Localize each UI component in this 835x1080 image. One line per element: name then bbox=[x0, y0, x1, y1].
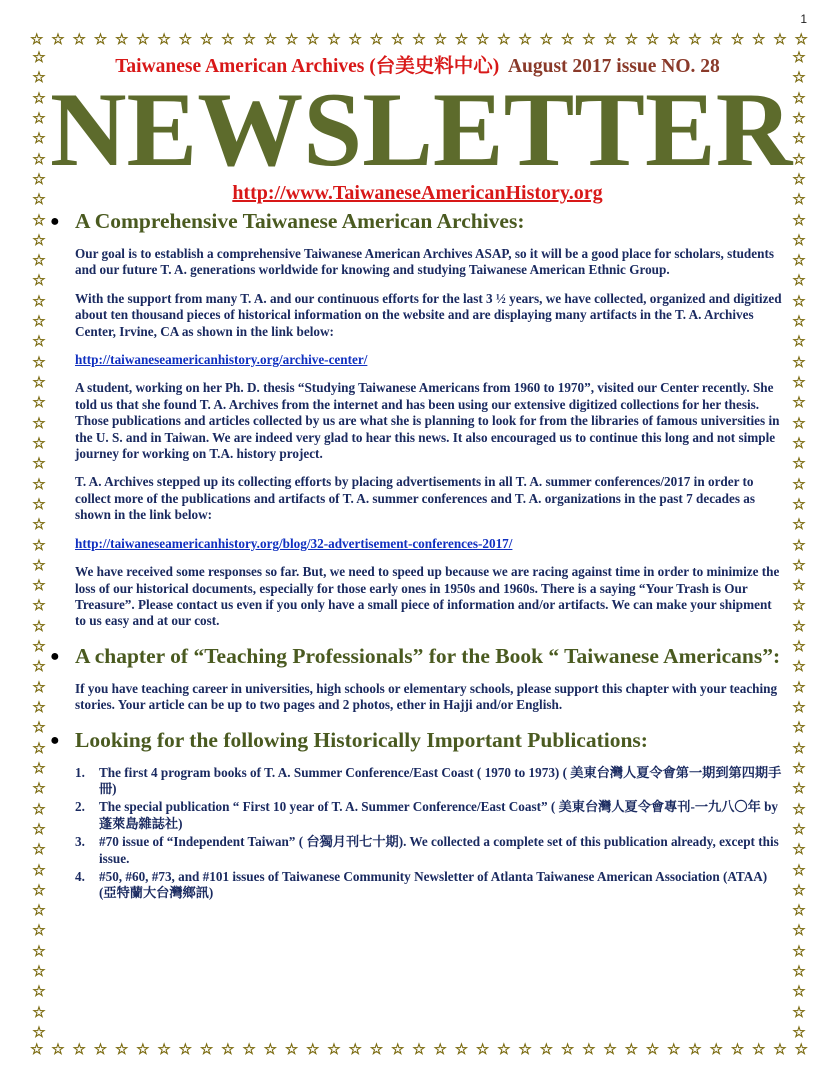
star-icon: ☆ bbox=[32, 68, 46, 87]
star-icon: ☆ bbox=[32, 515, 46, 534]
star-border-bottom bbox=[30, 1040, 808, 1058]
star-icon: ☆ bbox=[792, 68, 806, 87]
archive-center-link[interactable]: http://taiwaneseamericanhistory.org/archive-center/ bbox=[75, 352, 368, 368]
star-icon: ☆ bbox=[32, 108, 46, 127]
publications-list bbox=[50, 765, 785, 902]
star-icon: ☆ bbox=[792, 860, 806, 879]
star-icon: ☆ bbox=[792, 576, 806, 595]
star-icon: ☆ bbox=[369, 30, 384, 48]
star-icon: ☆ bbox=[32, 352, 46, 371]
paragraph-student: A student, working on her Ph. D. thesis “Studying Taiwanese Americans from 1960 to 1970”, visited our Center recently. She told us that she found T. A. Archives from the internet and has been using our extensive digitized collections for her thesis. Those publications and articles collected by us are what she is planning to look for from the libraries of famous universities in the U. S. and in Taiwan. We are indeed very glad to hear this news. It also encouraged us to continue this long and not simple journey for working on T.A. history project. bbox=[75, 380, 780, 462]
section-body-archives bbox=[50, 246, 785, 630]
star-icon: ☆ bbox=[32, 637, 46, 656]
star-icon: ☆ bbox=[794, 30, 808, 48]
newsletter-content bbox=[50, 50, 793, 904]
star-icon: ☆ bbox=[792, 555, 806, 574]
bullet-icon: ● bbox=[50, 647, 60, 665]
star-icon: ☆ bbox=[263, 30, 278, 48]
star-icon: ☆ bbox=[32, 535, 46, 554]
star-icon: ☆ bbox=[136, 30, 150, 48]
star-icon: ☆ bbox=[93, 30, 108, 48]
star-icon: ☆ bbox=[539, 1040, 554, 1058]
star-icon: ☆ bbox=[792, 840, 806, 859]
star-icon: ☆ bbox=[32, 779, 46, 798]
star-icon: ☆ bbox=[32, 129, 46, 148]
star-icon: ☆ bbox=[199, 1040, 214, 1058]
star-icon: ☆ bbox=[51, 30, 65, 48]
star-icon: ☆ bbox=[792, 454, 806, 473]
star-icon: ☆ bbox=[792, 718, 806, 737]
star-icon: ☆ bbox=[348, 1040, 362, 1058]
star-icon: ☆ bbox=[157, 1040, 171, 1058]
star-icon: ☆ bbox=[539, 30, 554, 48]
star-border-right bbox=[790, 50, 808, 1040]
star-icon: ☆ bbox=[32, 840, 46, 859]
star-icon: ☆ bbox=[792, 637, 806, 656]
star-icon: ☆ bbox=[792, 312, 806, 331]
star-icon: ☆ bbox=[433, 30, 447, 48]
star-icon: ☆ bbox=[390, 1040, 405, 1058]
newsletter-title: NEWSLETTER bbox=[50, 71, 793, 188]
list-item-number: 3. bbox=[75, 834, 85, 850]
star-icon: ☆ bbox=[792, 190, 806, 209]
star-icon: ☆ bbox=[792, 677, 806, 696]
star-icon: ☆ bbox=[709, 1040, 723, 1058]
star-icon: ☆ bbox=[624, 30, 639, 48]
star-icon: ☆ bbox=[32, 149, 46, 168]
bullet-icon: ● bbox=[50, 213, 60, 230]
star-icon: ☆ bbox=[792, 332, 806, 351]
star-icon: ☆ bbox=[792, 88, 806, 107]
page-number: 1 bbox=[800, 12, 807, 26]
website-link[interactable]: http://www.TaiwaneseAmericanHistory.org bbox=[232, 182, 603, 204]
star-icon: ☆ bbox=[32, 291, 46, 310]
star-icon: ☆ bbox=[792, 880, 806, 899]
star-icon: ☆ bbox=[178, 1040, 193, 1058]
star-icon: ☆ bbox=[792, 1023, 806, 1040]
star-icon: ☆ bbox=[32, 677, 46, 696]
star-icon: ☆ bbox=[688, 1040, 702, 1058]
star-icon: ☆ bbox=[582, 1040, 596, 1058]
list-item-text: #70 issue of “Independent Taiwan” ( 台獨月刊七十期). We collected a complete set of this publication already, except this issue. bbox=[99, 834, 779, 866]
star-icon: ☆ bbox=[178, 30, 193, 48]
section-heading-text: A Comprehensive Taiwanese American Archives: bbox=[75, 209, 525, 233]
star-icon: ☆ bbox=[32, 251, 46, 270]
star-icon: ☆ bbox=[32, 332, 46, 351]
star-icon: ☆ bbox=[199, 30, 214, 48]
star-icon: ☆ bbox=[792, 210, 806, 229]
star-icon: ☆ bbox=[32, 1023, 46, 1040]
star-icon: ☆ bbox=[475, 1040, 490, 1058]
star-icon: ☆ bbox=[792, 352, 806, 371]
star-icon: ☆ bbox=[327, 30, 341, 48]
advertisement-link[interactable]: http://taiwaneseamericanhistory.org/blog/32-advertisement-conferences-2017/ bbox=[75, 535, 513, 551]
star-icon: ☆ bbox=[792, 393, 806, 412]
star-icon: ☆ bbox=[730, 1040, 745, 1058]
star-icon: ☆ bbox=[32, 698, 46, 716]
star-icon: ☆ bbox=[792, 413, 806, 432]
star-icon: ☆ bbox=[603, 1040, 617, 1058]
star-icon: ☆ bbox=[32, 433, 46, 452]
star-icon: ☆ bbox=[730, 30, 745, 48]
star-icon: ☆ bbox=[221, 1040, 235, 1058]
star-icon: ☆ bbox=[32, 738, 46, 757]
list-item-text: The special publication “ First 10 year of T. A. Summer Conference/East Coast” ( 美東台灣人夏令會專刊-一九八〇年 by 蓬萊島雜誌社) bbox=[99, 799, 779, 831]
star-icon: ☆ bbox=[792, 474, 806, 493]
star-icon: ☆ bbox=[792, 433, 806, 452]
star-icon: ☆ bbox=[792, 373, 806, 391]
star-icon: ☆ bbox=[624, 1040, 639, 1058]
star-icon: ☆ bbox=[412, 30, 426, 48]
star-icon: ☆ bbox=[792, 251, 806, 270]
star-icon: ☆ bbox=[645, 30, 660, 48]
star-icon: ☆ bbox=[32, 860, 46, 879]
star-icon: ☆ bbox=[284, 1040, 299, 1058]
star-icon: ☆ bbox=[32, 271, 46, 290]
star-icon: ☆ bbox=[306, 30, 320, 48]
masthead-issue: August 2017 issue NO. 28 bbox=[507, 56, 720, 77]
star-icon: ☆ bbox=[242, 1040, 256, 1058]
star-icon: ☆ bbox=[709, 30, 723, 48]
star-icon: ☆ bbox=[792, 515, 806, 534]
star-icon: ☆ bbox=[792, 230, 806, 249]
star-icon: ☆ bbox=[518, 30, 532, 48]
paragraph-support: With the support from many T. A. and our continuous efforts for the last 3 ½ years, we have collected, organized and digitized about ten thousand pieces of historical information on the website and are displaying many artifacts in the T. A. Archives Center, Irvine, CA as shown in the link below: bbox=[75, 290, 782, 339]
star-icon: ☆ bbox=[306, 1040, 320, 1058]
star-icon: ☆ bbox=[475, 30, 490, 48]
bullet-icon: ● bbox=[50, 731, 60, 749]
star-icon: ☆ bbox=[560, 30, 575, 48]
star-icon: ☆ bbox=[32, 880, 46, 899]
star-border-left bbox=[30, 50, 48, 1040]
paragraph-responses: We have received some responses so far. But, we need to speed up because we are racing against time in order to minimize the loss of our historical documents, especially for those early ones in 1950s and 1960s. There is a saying “Your Trash is Our Treasure”. Please contact us even if you only have a small piece of information and/or artifacts. We can make your shipment to us easy and at our cost. bbox=[75, 564, 780, 629]
star-icon: ☆ bbox=[348, 30, 362, 48]
list-item bbox=[75, 765, 785, 798]
star-icon: ☆ bbox=[792, 535, 806, 554]
list-item-number: 4. bbox=[75, 868, 85, 884]
section-heading-teaching bbox=[50, 644, 785, 669]
list-item bbox=[75, 799, 785, 832]
section-heading-publications bbox=[50, 728, 785, 753]
star-icon: ☆ bbox=[32, 758, 46, 777]
masthead-org: Taiwanese American Archives (台美史料中心) bbox=[115, 56, 500, 77]
star-icon: ☆ bbox=[497, 30, 511, 48]
star-icon: ☆ bbox=[792, 921, 806, 940]
star-icon: ☆ bbox=[32, 596, 46, 615]
star-icon: ☆ bbox=[667, 1040, 681, 1058]
star-icon: ☆ bbox=[369, 1040, 384, 1058]
paragraph-link-archive-center bbox=[75, 352, 785, 368]
star-icon: ☆ bbox=[72, 1040, 86, 1058]
star-icon: ☆ bbox=[242, 30, 256, 48]
star-icon: ☆ bbox=[32, 1002, 46, 1021]
star-icon: ☆ bbox=[645, 1040, 660, 1058]
star-icon: ☆ bbox=[518, 1040, 532, 1058]
star-icon: ☆ bbox=[751, 30, 766, 48]
star-icon: ☆ bbox=[792, 779, 806, 798]
star-icon: ☆ bbox=[792, 50, 806, 66]
list-item-number: 2. bbox=[75, 799, 85, 815]
star-icon: ☆ bbox=[32, 962, 46, 981]
star-icon: ☆ bbox=[792, 758, 806, 777]
star-icon: ☆ bbox=[136, 1040, 150, 1058]
list-item bbox=[75, 869, 785, 902]
section-heading-text: Looking for the following Historically Important Publications: bbox=[75, 727, 648, 752]
star-icon: ☆ bbox=[32, 393, 46, 412]
section-body-teaching bbox=[50, 681, 785, 714]
section-heading-archives bbox=[50, 209, 785, 234]
star-icon: ☆ bbox=[32, 982, 46, 1001]
star-icon: ☆ bbox=[454, 30, 469, 48]
paragraph-link-advertisement bbox=[75, 536, 785, 552]
star-icon: ☆ bbox=[72, 30, 86, 48]
star-icon: ☆ bbox=[792, 799, 806, 818]
star-icon: ☆ bbox=[792, 494, 806, 513]
star-border-top bbox=[30, 30, 808, 48]
star-icon: ☆ bbox=[32, 657, 46, 676]
star-icon: ☆ bbox=[390, 30, 405, 48]
section-heading-text: A chapter of “Teaching Professionals” for the Book “ Taiwanese Americans”: bbox=[75, 643, 781, 668]
star-icon: ☆ bbox=[32, 474, 46, 493]
star-icon: ☆ bbox=[32, 718, 46, 737]
star-icon: ☆ bbox=[93, 1040, 108, 1058]
star-icon: ☆ bbox=[32, 88, 46, 107]
star-icon: ☆ bbox=[114, 1040, 129, 1058]
star-icon: ☆ bbox=[32, 555, 46, 574]
star-icon: ☆ bbox=[792, 738, 806, 757]
star-icon: ☆ bbox=[51, 1040, 65, 1058]
star-icon: ☆ bbox=[560, 1040, 575, 1058]
star-icon: ☆ bbox=[32, 413, 46, 432]
star-icon: ☆ bbox=[157, 30, 171, 48]
star-icon: ☆ bbox=[792, 291, 806, 310]
star-icon: ☆ bbox=[221, 30, 235, 48]
star-icon: ☆ bbox=[792, 1002, 806, 1021]
list-item bbox=[75, 834, 785, 867]
star-icon: ☆ bbox=[32, 799, 46, 818]
star-icon: ☆ bbox=[32, 819, 46, 838]
star-icon: ☆ bbox=[792, 108, 806, 127]
star-icon: ☆ bbox=[792, 982, 806, 1001]
star-icon: ☆ bbox=[773, 1040, 787, 1058]
star-icon: ☆ bbox=[773, 30, 787, 48]
star-icon: ☆ bbox=[263, 1040, 278, 1058]
star-icon: ☆ bbox=[32, 921, 46, 940]
star-icon: ☆ bbox=[32, 373, 46, 391]
star-icon: ☆ bbox=[32, 312, 46, 331]
star-icon: ☆ bbox=[792, 616, 806, 635]
star-icon: ☆ bbox=[32, 190, 46, 209]
star-icon: ☆ bbox=[32, 50, 46, 66]
star-icon: ☆ bbox=[284, 30, 299, 48]
star-icon: ☆ bbox=[792, 596, 806, 615]
star-icon: ☆ bbox=[794, 1040, 808, 1058]
star-icon: ☆ bbox=[32, 901, 46, 920]
star-icon: ☆ bbox=[114, 30, 129, 48]
star-icon: ☆ bbox=[32, 230, 46, 249]
star-icon: ☆ bbox=[433, 1040, 447, 1058]
star-icon: ☆ bbox=[792, 271, 806, 290]
star-icon: ☆ bbox=[327, 1040, 341, 1058]
star-icon: ☆ bbox=[792, 941, 806, 960]
star-icon: ☆ bbox=[603, 30, 617, 48]
star-icon: ☆ bbox=[792, 698, 806, 716]
star-icon: ☆ bbox=[32, 169, 46, 188]
paragraph-goal: Our goal is to establish a comprehensive Taiwanese American Archives ASAP, so it will be a good place for scholars, students and our future T. A. generations worldwide for knowing and studying Taiwanese American Ethnic Group. bbox=[75, 246, 774, 278]
star-icon: ☆ bbox=[454, 1040, 469, 1058]
star-icon: ☆ bbox=[32, 494, 46, 513]
star-icon: ☆ bbox=[792, 901, 806, 920]
star-icon: ☆ bbox=[32, 210, 46, 229]
star-icon: ☆ bbox=[688, 30, 702, 48]
star-icon: ☆ bbox=[792, 819, 806, 838]
star-icon: ☆ bbox=[30, 1040, 44, 1058]
list-item-number: 1. bbox=[75, 764, 85, 780]
paragraph-teaching: If you have teaching career in universities, high schools or elementary schools, please support this chapter with your teaching stories. Your article can be up to two pages and 2 photos, ether in Hajji and/or English. bbox=[75, 680, 778, 713]
star-icon: ☆ bbox=[30, 30, 44, 48]
star-icon: ☆ bbox=[792, 657, 806, 676]
star-icon: ☆ bbox=[792, 149, 806, 168]
list-item-text: The first 4 program books of T. A. Summer Conference/East Coast ( 1970 to 1973) ( 美東台灣人夏令會第一期到第四期手冊) bbox=[99, 764, 782, 796]
list-item-text: #50, #60, #73, and #101 issues of Taiwanese Community Newsletter of Atlanta Taiwanese American Association (ATAA) (亞特蘭大台灣鄉訊) bbox=[99, 868, 768, 901]
star-icon: ☆ bbox=[32, 454, 46, 473]
star-icon: ☆ bbox=[412, 1040, 426, 1058]
star-icon: ☆ bbox=[32, 941, 46, 960]
star-icon: ☆ bbox=[32, 576, 46, 595]
star-icon: ☆ bbox=[667, 30, 681, 48]
star-icon: ☆ bbox=[792, 129, 806, 148]
star-icon: ☆ bbox=[497, 1040, 511, 1058]
star-icon: ☆ bbox=[792, 962, 806, 981]
paragraph-advertisements: T. A. Archives stepped up its collecting efforts by placing advertisements in all T. A. summer conferences/2017 in order to collect more of the publications and artifacts of T. A. summer conferences and T. A. organizations in the past 7 decades as shown in the link below: bbox=[75, 474, 755, 523]
star-icon: ☆ bbox=[582, 30, 596, 48]
star-icon: ☆ bbox=[792, 169, 806, 188]
star-icon: ☆ bbox=[751, 1040, 766, 1058]
star-icon: ☆ bbox=[32, 616, 46, 635]
